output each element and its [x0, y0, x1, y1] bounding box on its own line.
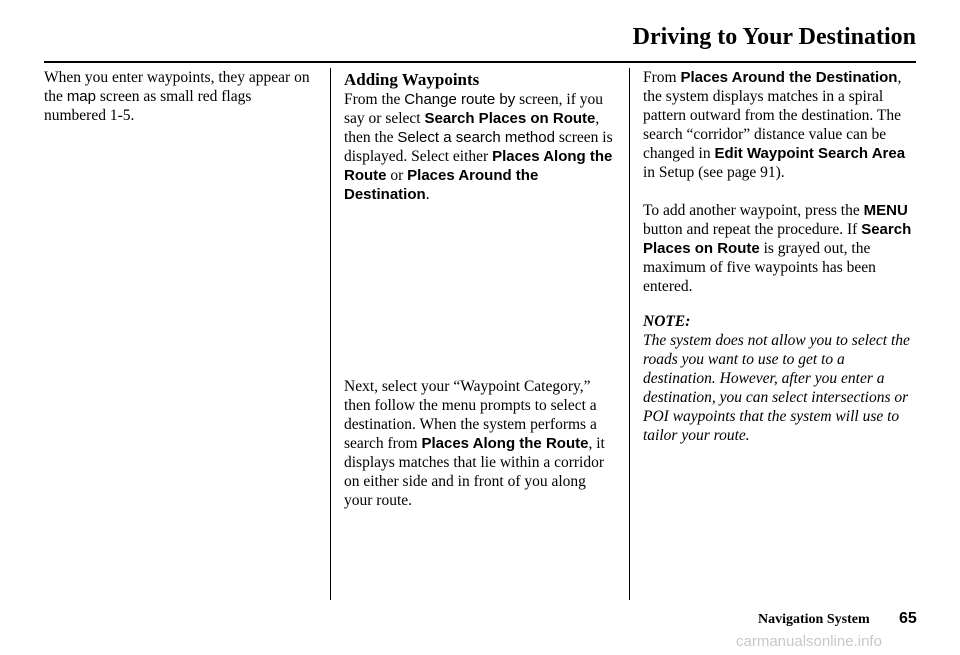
ui-term-places-around-destination-2: Places Around the Destination: [680, 69, 898, 86]
note-label: NOTE:: [643, 313, 691, 330]
section-heading: Adding Waypoints: [344, 70, 480, 89]
page-number: 65: [899, 610, 917, 627]
ui-term-edit-waypoint-search-area: Edit Waypoint Search Area: [714, 145, 906, 162]
ui-term-places-along-route-2: Places Along the Route: [421, 435, 589, 452]
ui-term-places-around-destination: Places Around the Destination: [344, 167, 539, 203]
ui-term-select-search-method: Select a search method: [397, 129, 555, 146]
paragraph-places-around: From Places Around the Destination, the system displays matches in a spiral pattern outward from the destination. The search “corridor” distance value can be changed in Edit Waypoint Search Area in Setup (see page 91).: [643, 69, 906, 181]
paragraph-waypoint-category: Next, select your “Waypoint Category,” then follow the menu prompts to select a destination. When the system performs a search from Places Along the Route, it displays matches that lie within a corridor on either side and in front of you along your route.: [344, 378, 605, 509]
watermark: carmanualsonline.info: [736, 633, 882, 650]
header-rule: [44, 61, 916, 63]
ui-term-menu: MENU: [863, 202, 908, 219]
column-divider-1: [330, 68, 331, 600]
column-3: [643, 68, 919, 445]
ui-term-places-along-route: Places Along the Route: [344, 148, 613, 184]
ui-term-search-places-on-route: Search Places on Route: [424, 110, 596, 127]
column-2: [344, 68, 616, 510]
column-divider-2: [629, 68, 630, 600]
column-1: [44, 68, 314, 125]
footer-system-name: Navigation System: [758, 612, 870, 627]
paragraph-adding-waypoints: From the Change route by screen, if you say or select Search Places on Route, then the Select a search method screen is displayed. Select either Places Along the Route or Places Around the Destination.: [344, 91, 613, 203]
ui-term-search-places-on-route-2: Search Places on Route: [643, 221, 912, 257]
paragraph-add-another: To add another waypoint, press the MENU button and repeat the procedure. If Search Places on Route is grayed out, the maximum of five waypoints has been entered.: [643, 202, 912, 295]
page-title: Driving to Your Destination: [632, 24, 916, 50]
ui-term-map: map: [66, 88, 96, 105]
intro-paragraph: When you enter waypoints, they appear on the map screen as small red flags numbered 1-5.: [44, 69, 310, 124]
ui-term-change-route-by: Change route by: [404, 91, 516, 108]
note-body: The system does not allow you to select the roads you want to use to get to a destination. However, after you enter a destination, you can select intersections or POI waypoints that the system will use to tailor your route.: [643, 332, 910, 444]
